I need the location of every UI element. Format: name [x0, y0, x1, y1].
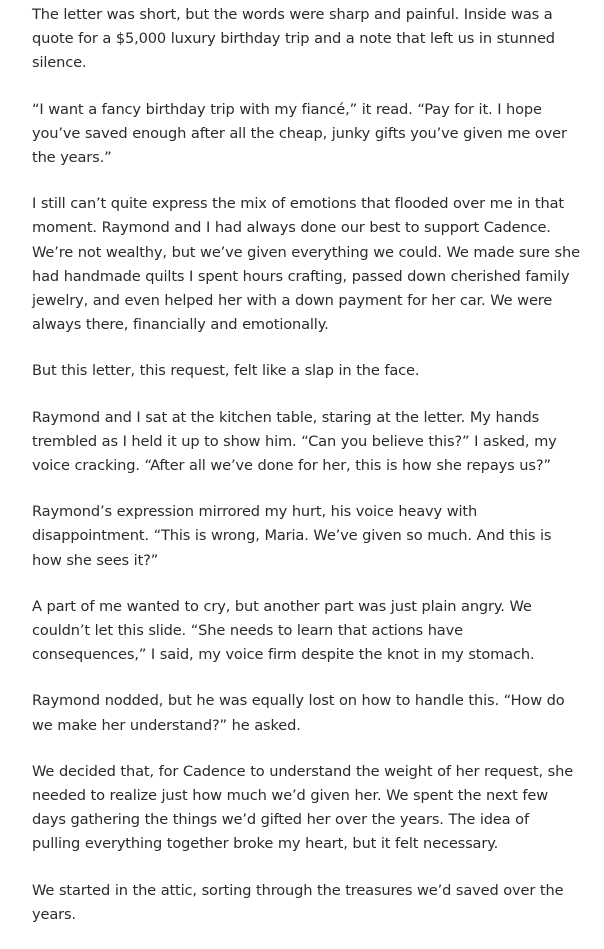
paragraph-raymond-nodded: Raymond nodded, but he was equally lost on how to handle this. “How do we make her understand?” he asked. — [32, 692, 565, 734]
paragraph-letter-intro: The letter was short, but the words were sharp and painful. Inside was a quote for a $5,000 luxury birthday trip and a note that left us in stunned silence. — [32, 6, 555, 72]
paragraph-raymond-expression: Raymond’s expression mirrored my hurt, his voice heavy with disappointment. “This is wrong, Maria. We’ve given so much. And this is how she sees it?” — [32, 503, 552, 569]
paragraph-consequences: A part of me wanted to cry, but another part was just plain angry. We couldn’t let this slide. “She needs to learn that actions have consequences,” I said, my voice firm despite the knot in my stomach. — [32, 597, 535, 664]
paragraph-gathering-gifts: We decided that, for Cadence to understand the weight of her request, she needed to realize just how much we’d given her. We spent the next few days gathering the things we’d gifted her over the years. The idea of pulling everything together broke my heart, but it felt necessary. — [32, 762, 574, 853]
paragraph-kitchen-table: Raymond and I sat at the kitchen table, staring at the letter. My hands trembled as I held it up to show him. “Can you believe this?” I asked, my voice cracking. “After all we’ve done for her, this is how she repays us?” — [32, 408, 557, 475]
article-body — [32, 3, 580, 949]
paragraph-emotions: I still can’t quite express the mix of emotions that flooded over me in that moment. Raymond and I had always done our best to support Cadence. We’re not wealthy, but we’ve given everything we could. We made sure she had handmade quilts I spent hours crafting, passed down cherished family jewelry, and even helped her with a down payment for her car. We were always there, financially and emotionally. — [32, 195, 580, 334]
paragraph-attic: We started in the attic, sorting through the treasures we’d saved over the years. — [32, 881, 564, 923]
paragraph-letter-quote: “I want a fancy birthday trip with my fiancé,” it read. “Pay for it. I hope you’ve saved enough after all the cheap, junky gifts you’ve given me over the years.” — [32, 100, 567, 167]
paragraph-slap-in-face: But this letter, this request, felt like a slap in the face. — [32, 362, 420, 380]
